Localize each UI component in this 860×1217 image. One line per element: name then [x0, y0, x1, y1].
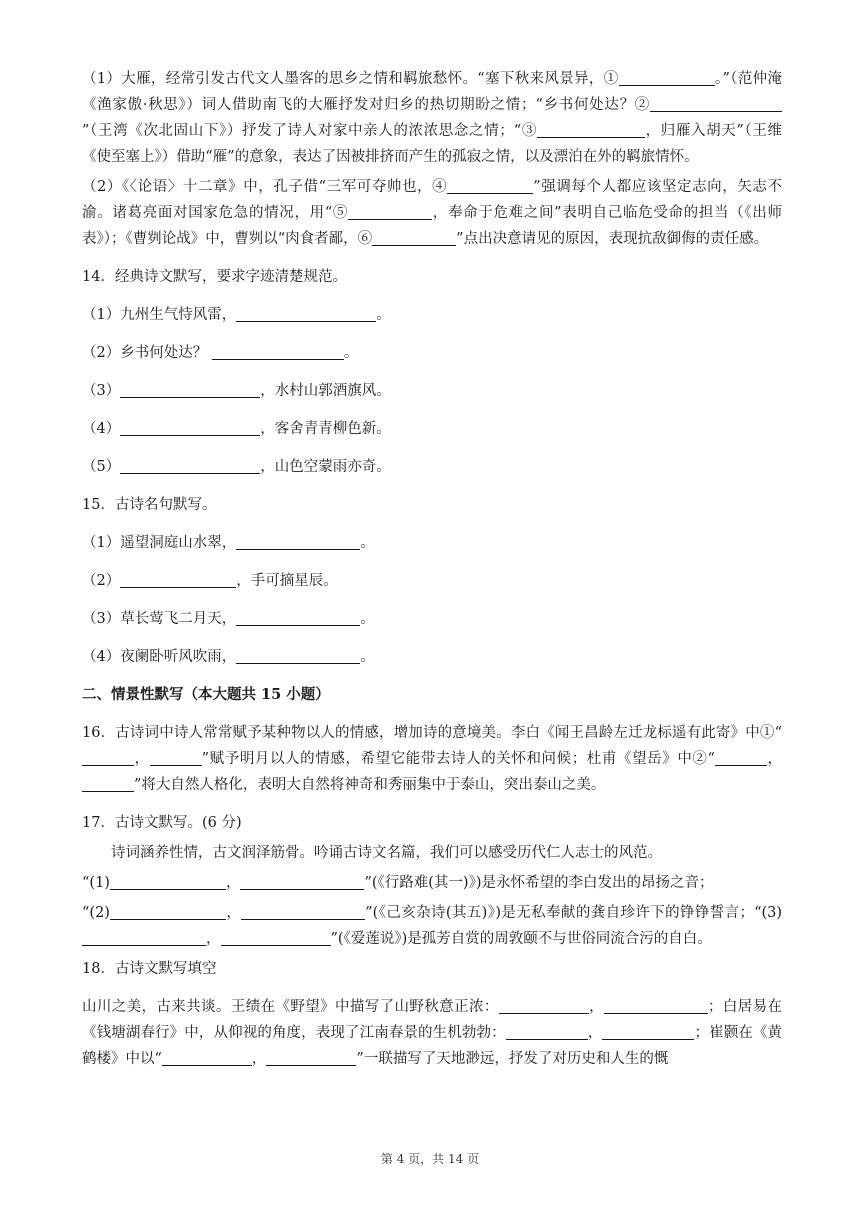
q16-text: ， — [134, 751, 150, 767]
q15-title: 15．古诗名句默写。 — [82, 497, 217, 513]
answer-blank[interactable] — [212, 343, 344, 360]
line-text: ，客舍青青柳色新。 — [260, 421, 391, 437]
answer-blank[interactable] — [266, 1049, 356, 1066]
line-text: （3） — [82, 383, 121, 399]
line-text: ，手可摘星辰。 — [236, 573, 338, 589]
blank-4[interactable] — [447, 177, 533, 194]
answer-blank[interactable] — [162, 1049, 252, 1066]
answer-blank[interactable] — [236, 305, 376, 322]
line-text: （2） — [82, 573, 121, 589]
q17-text: “(2) — [82, 905, 110, 921]
answer-blank[interactable] — [604, 997, 708, 1014]
answer-blank[interactable] — [240, 873, 364, 890]
q17-item-2-3 — [82, 900, 782, 952]
answer-blank[interactable] — [236, 609, 360, 626]
line-text: （4） — [82, 421, 121, 437]
answer-blank[interactable] — [82, 929, 206, 946]
page-footer: 第 4 页，共 14 页 — [380, 1152, 480, 1166]
q16-text: ， — [766, 751, 783, 767]
answer-blank[interactable] — [120, 457, 260, 474]
q17-text: “(1) — [82, 875, 110, 891]
q15-line-1 — [82, 530, 782, 556]
q14-line-4 — [82, 416, 782, 442]
answer-blank[interactable] — [715, 749, 767, 766]
q17-text: ， — [225, 875, 241, 891]
line-text: （3）草长莺飞二月天， — [82, 611, 237, 627]
q13-part2 — [82, 174, 782, 252]
q13-part1-text: ，归雁入胡天”（王维《使至塞上》）借助“雁”的意象，表达了因被排挤而产生的孤寂之情，以及漂泊在外的羁旅情怀。 — [82, 123, 782, 165]
q14-line-2 — [82, 340, 782, 366]
line-text: （4）夜阑卧听风吹雨， — [82, 649, 237, 665]
q18-text: ， — [587, 1025, 603, 1041]
q18-body — [82, 994, 782, 1072]
q17-title: 17．古诗文默写。(6 分) — [82, 815, 242, 831]
q15-line-2 — [82, 568, 782, 594]
q14-line-5 — [82, 454, 782, 480]
line-text: 。 — [343, 345, 359, 361]
q18-text: ， — [588, 999, 604, 1015]
blank-2[interactable] — [650, 95, 782, 112]
answer-blank[interactable] — [236, 647, 360, 664]
q17-text: ， — [206, 931, 221, 947]
line-text: （5） — [82, 459, 121, 475]
answer-blank[interactable] — [82, 749, 134, 766]
q15-line-4 — [82, 644, 782, 670]
q15-line-3 — [82, 606, 782, 632]
q13-part1-text: （1）大雁，经常引发古代文人墨客的思乡之情和羁旅愁怀。“塞下秋来风景异，① — [82, 71, 619, 87]
q17-text: “(3) — [754, 905, 783, 921]
q14-title: 14．经典诗文默写，要求字迹清楚规范。 — [82, 269, 347, 285]
line-text: ，水村山郭酒旗风。 — [260, 383, 391, 399]
answer-blank[interactable] — [82, 775, 134, 792]
q17-item-1 — [82, 870, 782, 896]
q18-text: ， — [251, 1051, 267, 1067]
answer-blank[interactable] — [221, 929, 331, 946]
blank-3[interactable] — [537, 121, 645, 138]
q17-intro: 诗词涵养性情，古文润泽筋骨。吟诵古诗文名篇，我们可以感受历代仁人志士的风范。 — [111, 845, 662, 861]
q16 — [82, 720, 782, 798]
blank-6[interactable] — [372, 229, 456, 246]
page-content — [82, 66, 782, 1084]
answer-blank[interactable] — [110, 873, 226, 890]
q13-part2-text: ”强调每个人都应该坚定志向，矢志不渝。诸葛亮面对国家危急的情况，用“⑤ — [82, 179, 782, 221]
q14-line-3 — [82, 378, 782, 404]
line-text: 。 — [376, 307, 391, 323]
section-heading: 二、情景性默写（本大题共 15 小题） — [82, 686, 330, 703]
q18-title: 18．古诗文默写填空 — [82, 961, 217, 977]
answer-blank[interactable] — [120, 419, 260, 436]
q17-text: ， — [225, 905, 242, 921]
answer-blank[interactable] — [499, 997, 589, 1014]
blank-1[interactable] — [619, 69, 715, 86]
answer-blank[interactable] — [241, 903, 365, 920]
q16-text: 16．古诗词中诗人常常赋予某种物以人的情感，增加诗的意境美。李白《闻王昌龄左迁龙标遥有此寄》中①“ — [82, 725, 782, 741]
q13-part2-text: ”点出决意请见的原因，表现抗敌御侮的责任感。 — [456, 231, 769, 247]
line-text: 。 — [360, 535, 375, 551]
line-text: （2）乡书何处达？ — [82, 345, 208, 361]
answer-blank[interactable] — [120, 381, 260, 398]
q17-text: ”(《己亥杂诗(其五)》)是无私奉献的龚自珍许下的铮铮誓言； — [365, 905, 755, 921]
line-text: 。 — [360, 649, 375, 665]
q18-text: ；崔颢在《黄鹤楼》中以“ — [82, 1025, 783, 1067]
q18-text: ”一联描写了天地渺远，抒发了对历史和人生的慨 — [356, 1051, 669, 1067]
line-text: ，山色空蒙雨亦奇。 — [260, 459, 391, 475]
q17-text: ”(《行路难(其一)》)是永怀希望的李白发出的昂扬之音； — [364, 875, 714, 891]
blank-5[interactable] — [348, 203, 432, 220]
q14-line-1 — [82, 302, 782, 328]
answer-blank[interactable] — [602, 1023, 694, 1040]
q13-part2-text: ，奉命于危难之间”表明自己临危受命的担当（《出师表》）；《曹刿论战》中，曹刿以“肉食者鄙，⑥ — [82, 205, 782, 247]
q13-part1-text: 。”（范仲淹《渔家傲·秋思》）词人借助南飞的大雁抒发对归乡的热切期盼之情；“乡书何处达？② — [82, 71, 782, 113]
q16-text: ”赋予明月以人的情感，希望它能带去诗人的关怀和问候；杜甫《望岳》中②“ — [201, 751, 715, 767]
q13-part1-text: ”（王湾《次北固山下》）抒发了诗人对家中亲人的浓浓思念之情；“③ — [82, 123, 537, 139]
q18-text: ；白居易在《钱塘湖春行》中，从仰视的角度，表现了江南春景的生机勃勃： — [82, 999, 782, 1041]
line-text: （1）遥望洞庭山水翠， — [82, 535, 237, 551]
answer-blank[interactable] — [120, 571, 236, 588]
line-text: （1）九州生气恃风雷， — [82, 307, 237, 323]
q16-text: ”将大自然人格化，表明大自然将神奇和秀丽集中于泰山，突出泰山之美。 — [134, 777, 606, 793]
answer-blank[interactable] — [150, 749, 202, 766]
answer-blank[interactable] — [236, 533, 360, 550]
line-text: 。 — [360, 611, 375, 627]
q13-part1 — [82, 66, 782, 170]
q17-text: ”(《爱莲说》)是孤芳自赏的周敦颐不与世俗同流合污的自白。 — [330, 931, 712, 947]
q13-part2-text: （2）《〈论语〉十二章》中，孔子借“三军可夺帅也，④ — [82, 179, 448, 195]
answer-blank[interactable] — [110, 903, 226, 920]
answer-blank[interactable] — [506, 1023, 588, 1040]
q18-text: 山川之美，古来共谈。王绩在《野望》中描写了山野秋意正浓： — [82, 999, 499, 1015]
